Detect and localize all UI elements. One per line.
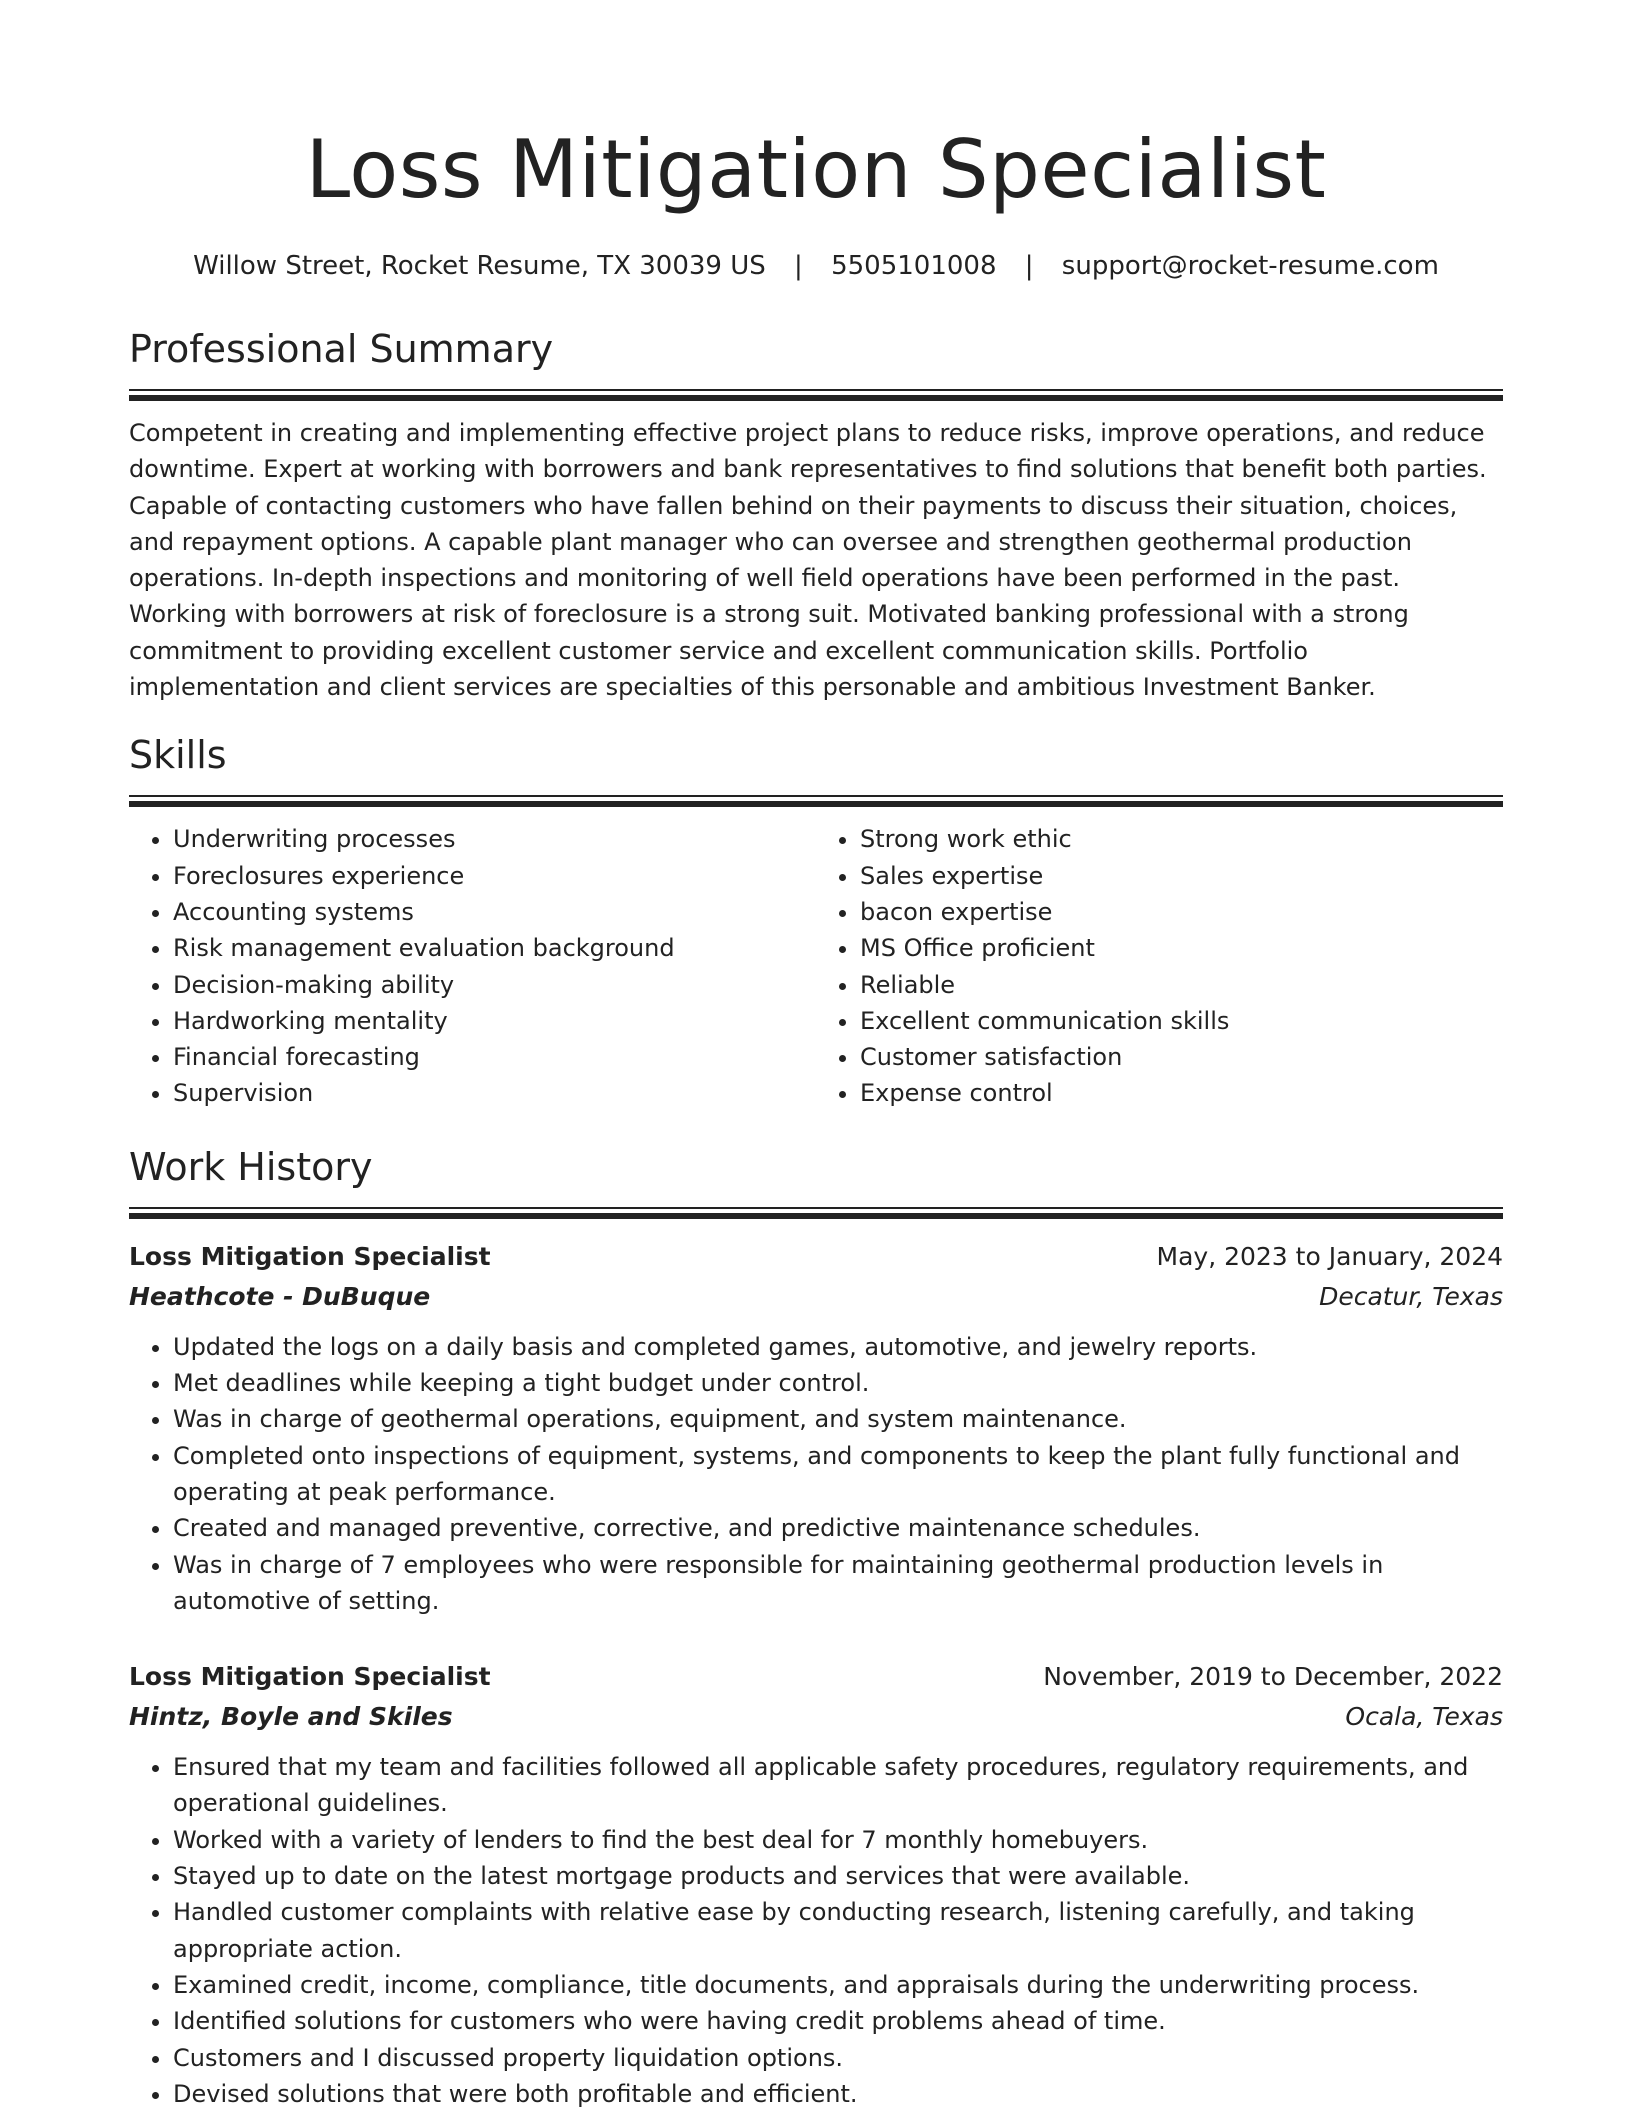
job-bullet: • Identified solutions for customers who were having credit problems ahead of time. — [173, 2003, 1503, 2039]
contact-separator: | — [794, 251, 803, 281]
skill-item: • Reliable — [860, 967, 1503, 1003]
skill-item: • Financial forecasting — [173, 1039, 816, 1075]
contact-line — [129, 248, 1503, 284]
work-history-section — [129, 1142, 1503, 2112]
section-divider — [129, 389, 1503, 401]
contact-email: support@rocket-resume.com — [1061, 251, 1439, 281]
job-bullet: • Updated the logs on a daily basis and completed games, automotive, and jewelry reports. — [173, 1329, 1503, 1365]
skill-item: • Accounting systems — [173, 894, 816, 930]
skill-item: • Underwriting processes — [173, 821, 816, 857]
skill-item: • MS Office proficient — [860, 930, 1503, 966]
job-title: Loss Mitigation Specialist — [129, 1662, 491, 1692]
job-dates: November, 2019 to December, 2022 — [1043, 1662, 1503, 1692]
skills-column-right — [816, 821, 1503, 1111]
work-history-heading: Work History — [129, 1144, 373, 1189]
summary-text: Competent in creating and implementing effective project plans to reduce risks, improve operations, and reduce downtime. Expert at working with borrowers and bank representatives to find solutions that benefit both parties. Capable of contacting customers who have fallen behind on their payments to discuss their situation, choices, and repayment options. A capable plant manager who can oversee and strengthen geothermal production operations. In-depth inspections and monitoring of well field operations have been performed in the past. Working with borrowers at risk of foreclosure is a strong suit. Motivated banking professional with a strong commitment to providing excellent customer service and excellent communication skills. Portfolio implementation and client services are specialties of this personable and ambitious Investment Banker. — [129, 419, 1487, 702]
summary-heading: Professional Summary — [129, 327, 554, 371]
skill-item: • Strong work ethic — [860, 821, 1503, 857]
job-bullet: • Examined credit, income, compliance, title documents, and appraisals during the underwriting process. — [173, 1967, 1503, 2003]
job-bullets — [129, 1749, 1503, 2112]
job-subheader-row — [129, 1697, 1503, 1737]
skills-grid — [129, 821, 1503, 1111]
job-bullet: • Handled customer complaints with relative ease by conducting research, listening carefully, and taking appropriate action. — [173, 1894, 1503, 1967]
job-bullet: • Completed onto inspections of equipment, systems, and components to keep the plant fully functional and operating at peak performance. — [173, 1438, 1503, 1511]
skill-item: • Supervision — [173, 1075, 816, 1111]
job-title: Loss Mitigation Specialist — [129, 1241, 491, 1271]
job-bullets — [129, 1329, 1503, 1619]
contact-separator: | — [1024, 251, 1034, 281]
job-location: Decatur, Texas — [1319, 1281, 1503, 1311]
skill-item: • bacon expertise — [860, 894, 1503, 930]
skills-list-left — [129, 821, 816, 1111]
job-header-row — [129, 1657, 1503, 1697]
skill-item: • Hardworking mentality — [173, 1003, 816, 1039]
skills-section — [129, 730, 1503, 1111]
job-bullet: • Was in charge of 7 employees who were responsible for maintaining geothermal production levels in automotive of setting. — [173, 1547, 1503, 1620]
skill-item: • Foreclosures experience — [173, 858, 816, 894]
job-bullet: • Was in charge of geothermal operations, equipment, and system maintenance. — [173, 1401, 1503, 1437]
contact-phone: 5505101008 — [831, 251, 997, 281]
job-bullet: • Devised solutions that were both profitable and efficient. — [173, 2076, 1503, 2112]
job-bullet: • Met deadlines while keeping a tight budget under control. — [173, 1365, 1503, 1401]
job-bullet: • Worked with a variety of lenders to find the best deal for 7 monthly homebuyers. — [173, 1822, 1503, 1858]
skill-item: • Customer satisfaction — [860, 1039, 1503, 1075]
skills-list-right — [816, 821, 1503, 1111]
job-dates: May, 2023 to January, 2024 — [1156, 1241, 1503, 1271]
skills-heading: Skills — [129, 733, 227, 778]
job-company: Hintz, Boyle and Skiles — [129, 1702, 453, 1732]
section-divider — [129, 795, 1503, 807]
skill-item: • Decision-making ability — [173, 967, 816, 1003]
job-subheader-row — [129, 1277, 1503, 1317]
skill-item: • Sales expertise — [860, 858, 1503, 894]
skills-column-left — [129, 821, 816, 1111]
job-company: Heathcote - DuBuque — [129, 1281, 431, 1311]
resume-name: Loss Mitigation Specialist — [305, 123, 1327, 216]
job-entry — [129, 1237, 1503, 1619]
skill-item: • Risk management evaluation background — [173, 930, 816, 966]
job-location: Ocala, Texas — [1345, 1702, 1503, 1732]
job-bullet: • Customers and I discussed property liquidation options. — [173, 2040, 1503, 2076]
section-divider — [129, 1207, 1503, 1219]
job-entry — [129, 1657, 1503, 2112]
skill-item: • Excellent communication skills — [860, 1003, 1503, 1039]
job-header-row — [129, 1237, 1503, 1277]
job-bullet: • Stayed up to date on the latest mortgage products and services that were available. — [173, 1858, 1503, 1894]
job-bullet: • Created and managed preventive, corrective, and predictive maintenance schedules. — [173, 1510, 1503, 1546]
summary-section — [129, 324, 1503, 705]
contact-address: Willow Street, Rocket Resume, TX 30039 US — [193, 251, 766, 281]
job-bullet: • Ensured that my team and facilities followed all applicable safety procedures, regulatory requirements, and operational guidelines. — [173, 1749, 1503, 1822]
skill-item: • Expense control — [860, 1075, 1503, 1111]
